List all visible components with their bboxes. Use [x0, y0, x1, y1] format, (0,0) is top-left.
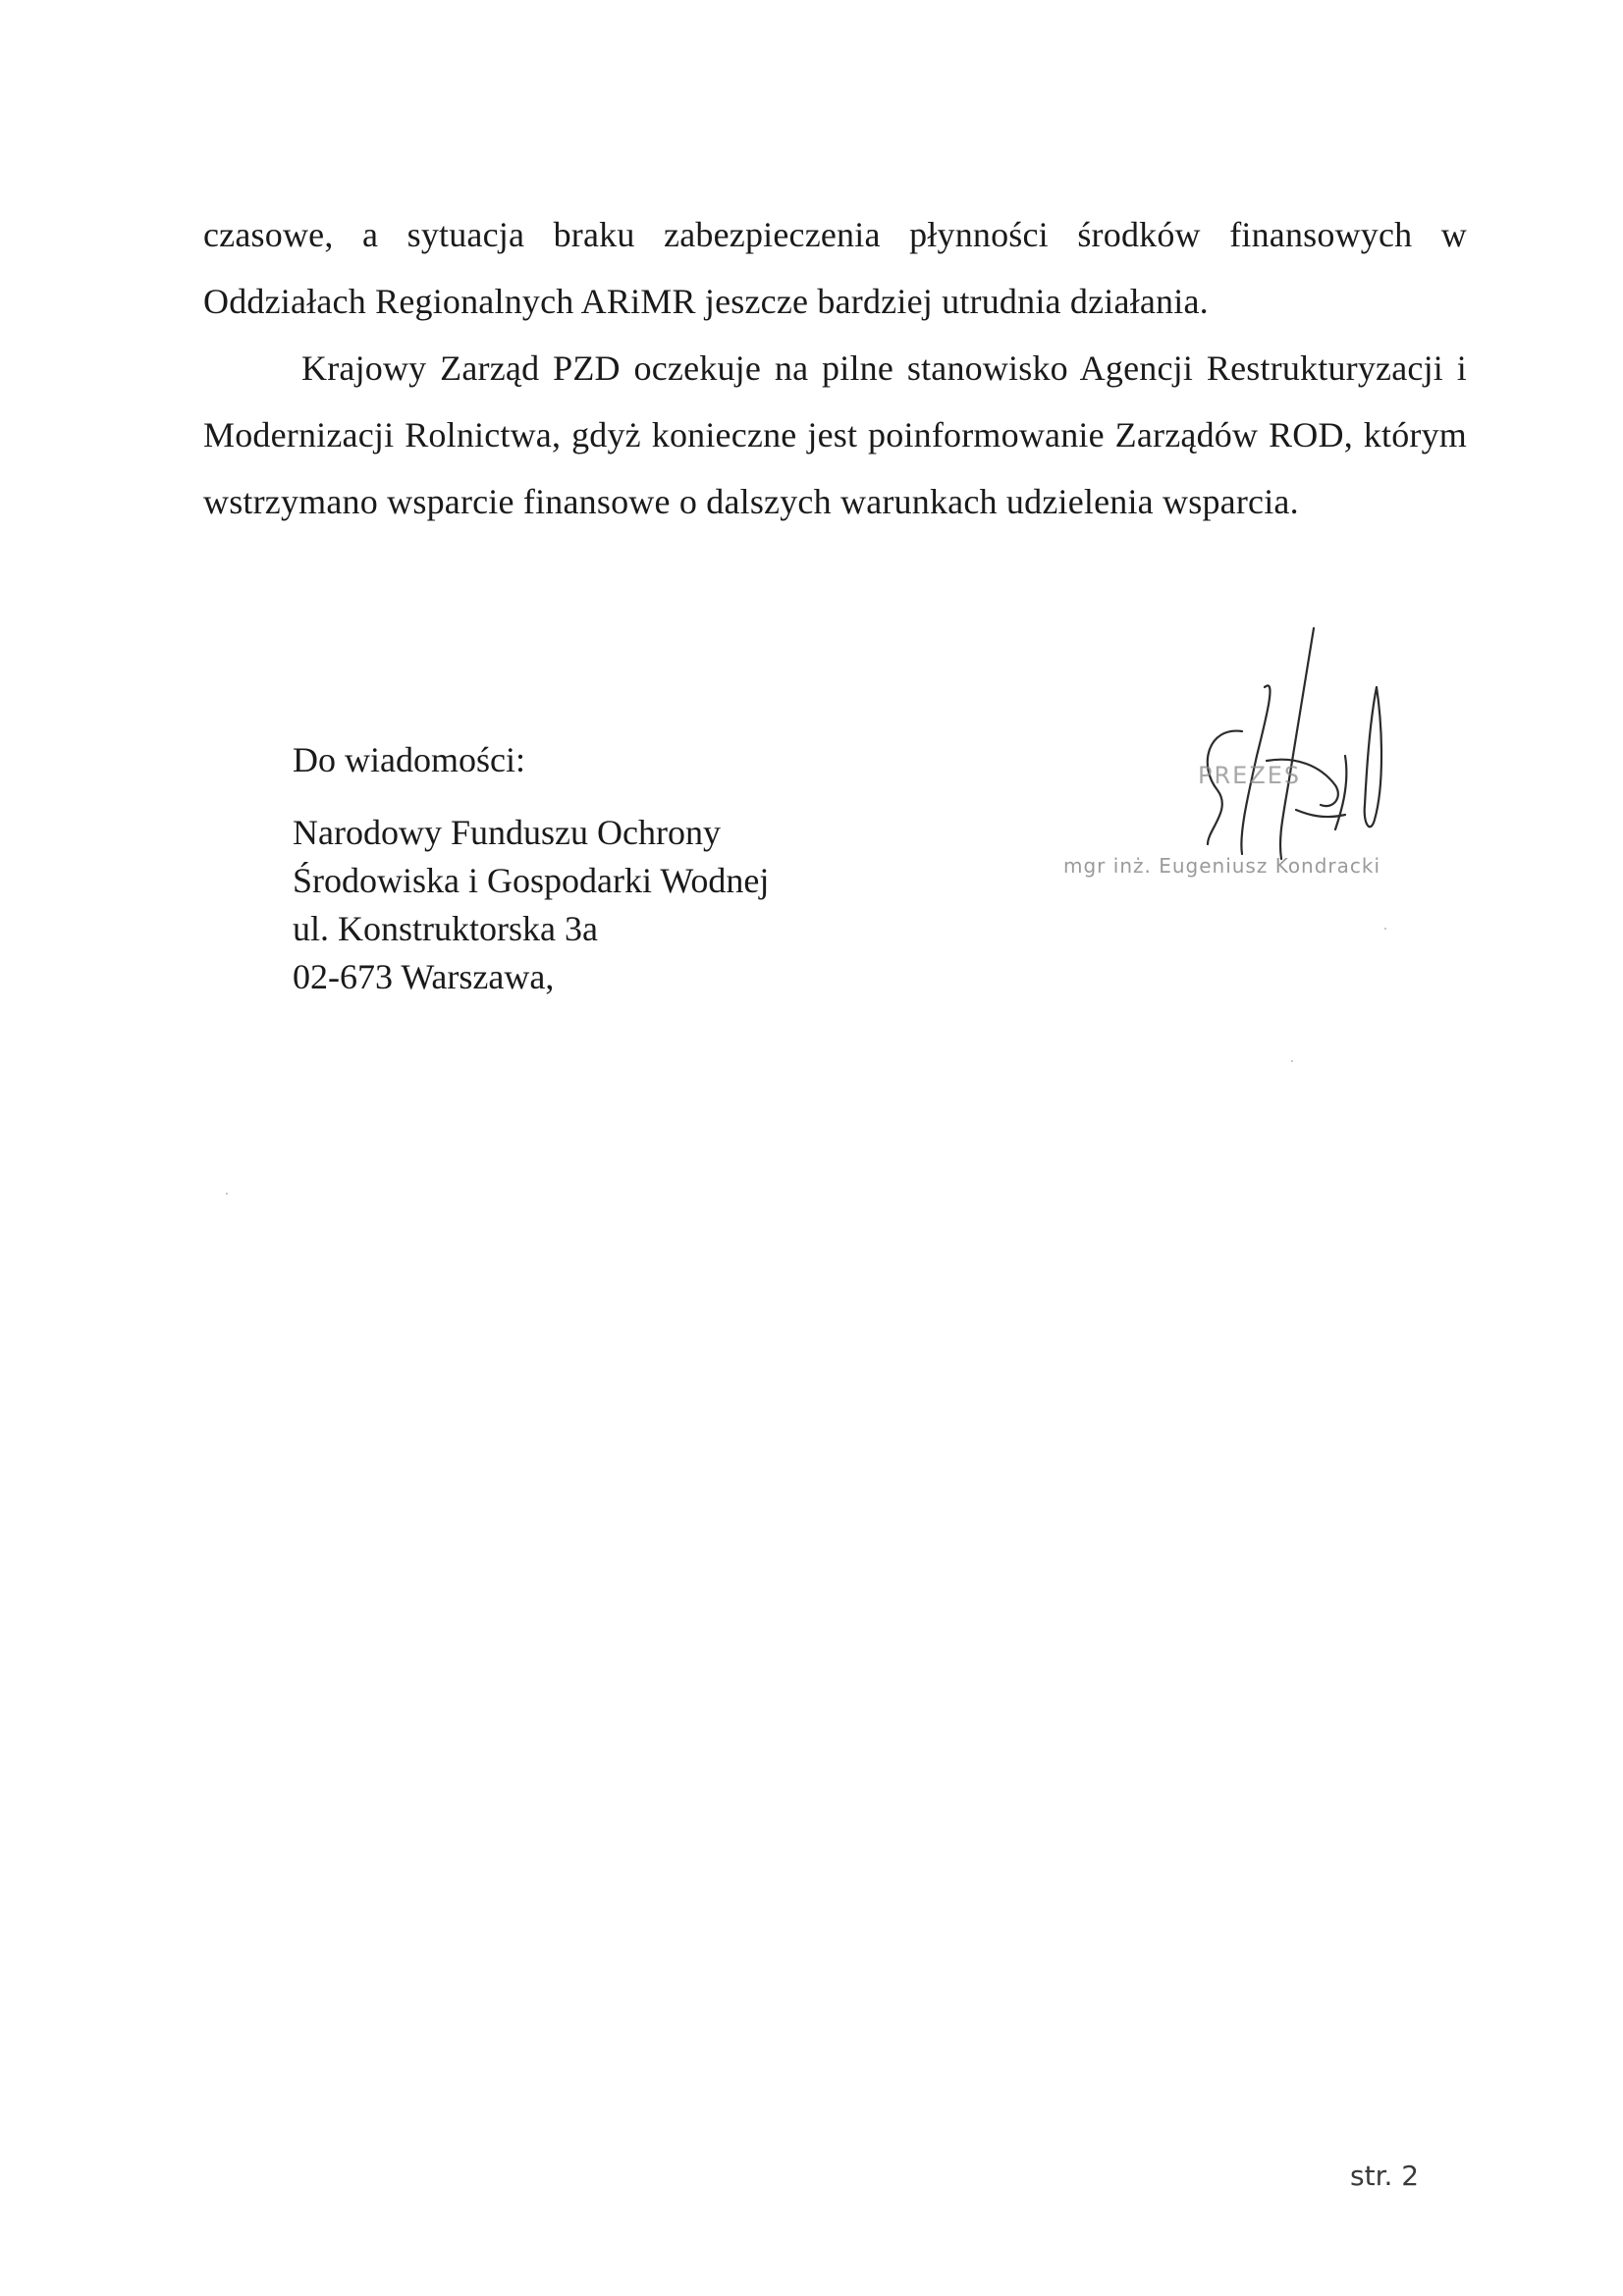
- scan-speck: [1384, 928, 1386, 930]
- cc-line-organization-cont: Środowiska i Gospodarki Wodnej: [293, 861, 770, 900]
- letter-body: [203, 201, 1467, 535]
- signature-stamp: [1041, 618, 1434, 913]
- paragraph-2: Krajowy Zarząd PZD oczekuje na pilne stanowisko Agencji Restrukturyzacji i Modernizacji Rolnictwa, gdyż konieczne jest poinformowanie Zarządów ROD, którym wstrzymano wsparcie finansowe o dalszych warunkach udzielenia wsparcia.: [203, 348, 1467, 521]
- handwritten-signature: [1149, 618, 1404, 864]
- scan-speck: [226, 1193, 228, 1195]
- cc-heading: Do wiadomości:: [293, 740, 525, 779]
- paragraph-1: czasowe, a sytuacja braku zabezpieczenia płynności środków finansowych w Oddziałach Regionalnych ARiMR jeszcze bardziej utrudnia działania.: [203, 215, 1467, 321]
- stamp-name: mgr inż. Eugeniusz Kondracki: [1063, 854, 1381, 878]
- cc-line-street: ul. Konstruktorska 3a: [293, 909, 598, 948]
- stamp-title: PREZES: [1198, 762, 1302, 789]
- cc-line-city: 02-673 Warszawa,: [293, 957, 555, 996]
- scan-speck: [1291, 1060, 1293, 1062]
- cc-line-organization: Narodowy Funduszu Ochrony: [293, 813, 721, 852]
- cc-recipients: [293, 736, 769, 1001]
- page-number: str. 2: [1350, 2160, 1420, 2192]
